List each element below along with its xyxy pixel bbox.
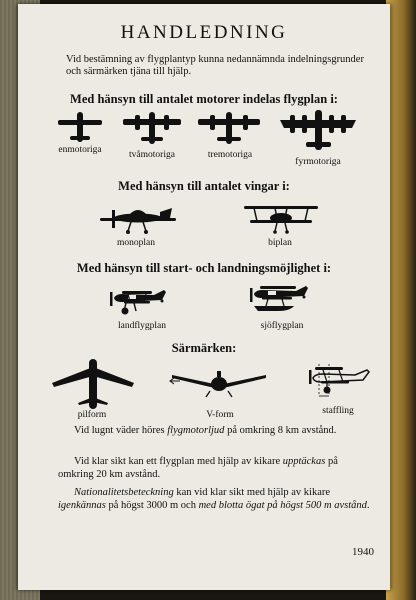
caption-monoplan: monoplan xyxy=(117,238,155,248)
caption-pilform: pilform xyxy=(77,410,107,420)
twin-engine-plane-icon xyxy=(123,112,181,144)
caption-tvamotoriga: tvåmotoriga xyxy=(129,150,175,160)
staggered-wing-plane-icon xyxy=(301,362,377,402)
note-detection: Vid klar sikt kan ett flygplan med hjälp av kikare upptäckas på omkring 20 km avstånd. xyxy=(58,456,338,480)
note-nationality-marking: Nationalitetsbeteckning kan vid klar sikt med hjälp av kikare igenkännas på högst 3000 m och med blotta ögat på högst 500 m avstånd. xyxy=(58,487,370,511)
caption-landflygplan: landflygplan xyxy=(117,321,166,331)
caption-sjoflygplan: sjöflygplan xyxy=(260,321,304,331)
caption-biplan: biplan xyxy=(268,238,292,248)
book-cover-edge xyxy=(386,0,416,600)
v-form-plane-icon xyxy=(170,369,268,399)
biplane-icon xyxy=(242,200,320,234)
land-plane-icon xyxy=(108,284,170,316)
note-engine-sound: Vid lugnt väder höres flygmotorljud på omkring 8 km avstånd. xyxy=(74,425,337,436)
caption-fyrmotoriga: fyrmotoriga xyxy=(295,157,341,167)
heading-marks: Särmärken: xyxy=(171,341,237,355)
caption-tremotoriga: tremotoriga xyxy=(207,150,253,160)
arrow-wing-plane-icon xyxy=(52,359,134,409)
caption-v-form: V-form xyxy=(206,410,234,420)
caption-staffling: staffling xyxy=(322,406,354,416)
four-engine-plane-icon xyxy=(280,110,356,150)
page-number: 1940 xyxy=(352,546,374,558)
intro-text: Vid bestämning av flygplantyp kunna nedannämnda indelningsgrunder och särmärken tjäna till hjälp. xyxy=(66,54,364,77)
document-page xyxy=(18,4,390,590)
tri-engine-plane-icon xyxy=(198,112,260,144)
caption-enmotoriga: enmotoriga xyxy=(58,145,102,155)
heading-engines: Med hänsyn till antalet motorer indelas flygplan i: xyxy=(70,92,338,106)
page-title: HANDLEDNING xyxy=(120,22,288,43)
single-engine-plane-icon xyxy=(58,112,102,142)
heading-wings: Med hänsyn till antalet vingar i: xyxy=(118,179,290,193)
monoplane-icon xyxy=(98,202,178,234)
heading-landing: Med hänsyn till start- och landningsmöjlighet i: xyxy=(76,261,332,275)
seaplane-icon xyxy=(248,280,314,314)
